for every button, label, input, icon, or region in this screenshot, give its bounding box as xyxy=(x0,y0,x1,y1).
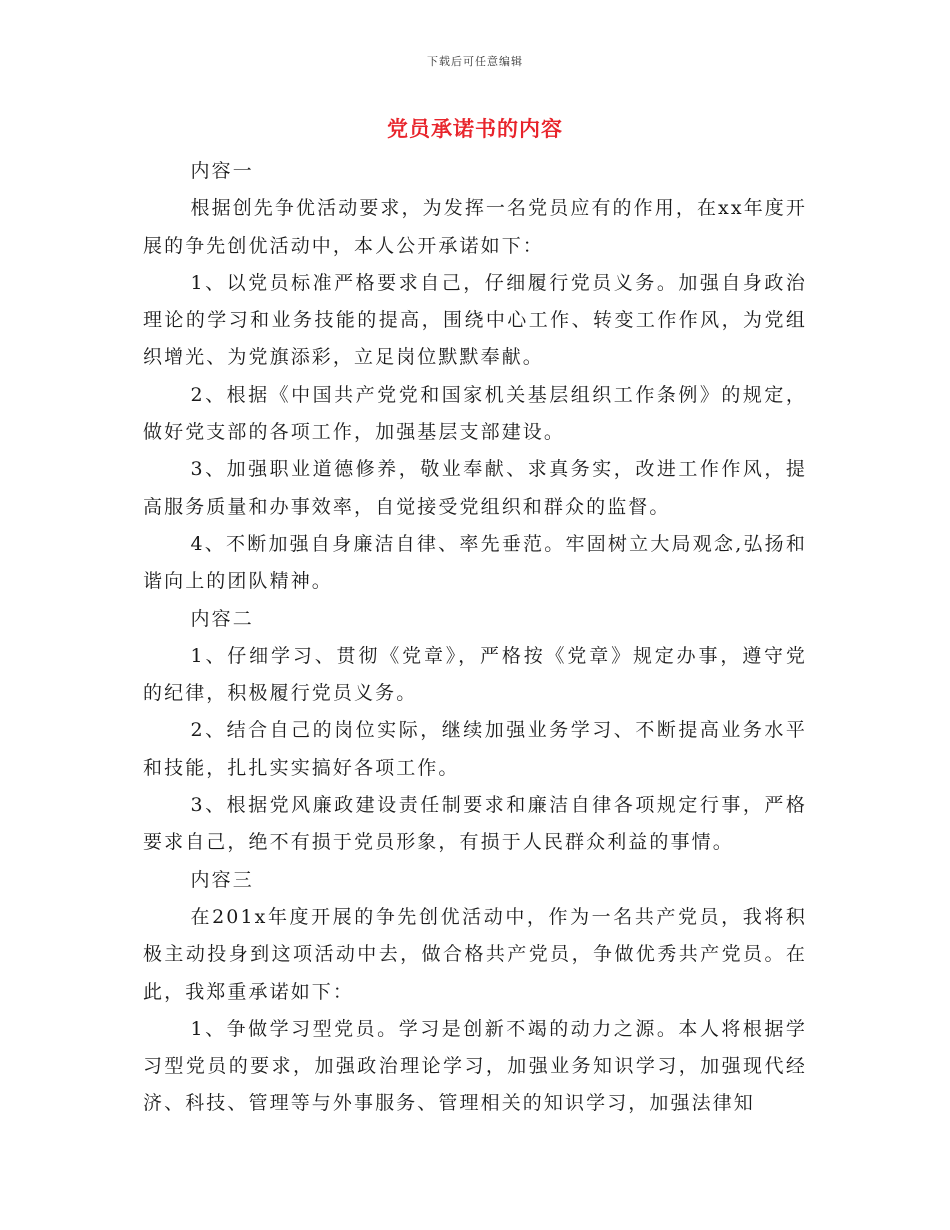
paragraph: 在201x年度开展的争先创优活动中，作为一名共产党员，我将积极主动投身到这项活动中去，做合格共产党员，争做优秀共产党员。在此，我郑重承诺如下： xyxy=(143,905,807,1003)
document-title: 党员承诺书的内容 xyxy=(387,116,563,141)
paragraph: 2、根据《中国共产党党和国家机关基层组织工作条例》的规定，做好党支部的各项工作，加强基层支部建设。 xyxy=(143,383,807,444)
section-heading-1: 内容一 xyxy=(190,160,254,182)
paragraph: 1、争做学习型党员。学习是创新不竭的动力之源。本人将根据学习型党员的要求，加强政治理论学习，加强业务知识学习，加强现代经济、科技、管理等与外事服务、管理相关的知识学习，加强法律知 xyxy=(143,1017,807,1115)
paragraph: 2、结合自己的岗位实际，继续加强业务学习、不断提高业务水平和技能，扎扎实实搞好各项工作。 xyxy=(143,719,807,779)
document-body xyxy=(143,153,807,1123)
paragraph: 3、根据党风廉政建设责任制要求和廉洁自律各项规定行事，严格要求自己，绝不有损于党员形象，有损于人民群众利益的事情。 xyxy=(143,794,807,854)
section-heading-3: 内容三 xyxy=(190,868,254,891)
paragraph: 4、不断加强自身廉洁自律、率先垂范。牢固树立大局观念,弘扬和谐向上的团队精神。 xyxy=(143,532,807,593)
paragraph: 根据创先争优活动要求，为发挥一名党员应有的作用，在xx年度开展的争先创优活动中，本人公开承诺如下： xyxy=(143,197,807,257)
paragraph: 3、加强职业道德修养，敬业奉献、求真务实，改进工作作风，提高服务质量和办事效率，自觉接受党组织和群众的监督。 xyxy=(143,458,807,518)
section-heading-2: 内容二 xyxy=(190,607,254,630)
header-note: 下载后可任意编辑 xyxy=(427,55,523,68)
paragraph: 1、以党员标准严格要求自己，仔细履行党员义务。加强自身政治理论的学习和业务技能的提高，围绕中心工作、转变工作作风，为党组织增光、为党旗添彩，立足岗位默默奉献。 xyxy=(143,271,807,369)
paragraph: 1、仔细学习、贯彻《党章》，严格按《党章》规定办事，遵守党的纪律，积极履行党员义务。 xyxy=(143,644,807,705)
